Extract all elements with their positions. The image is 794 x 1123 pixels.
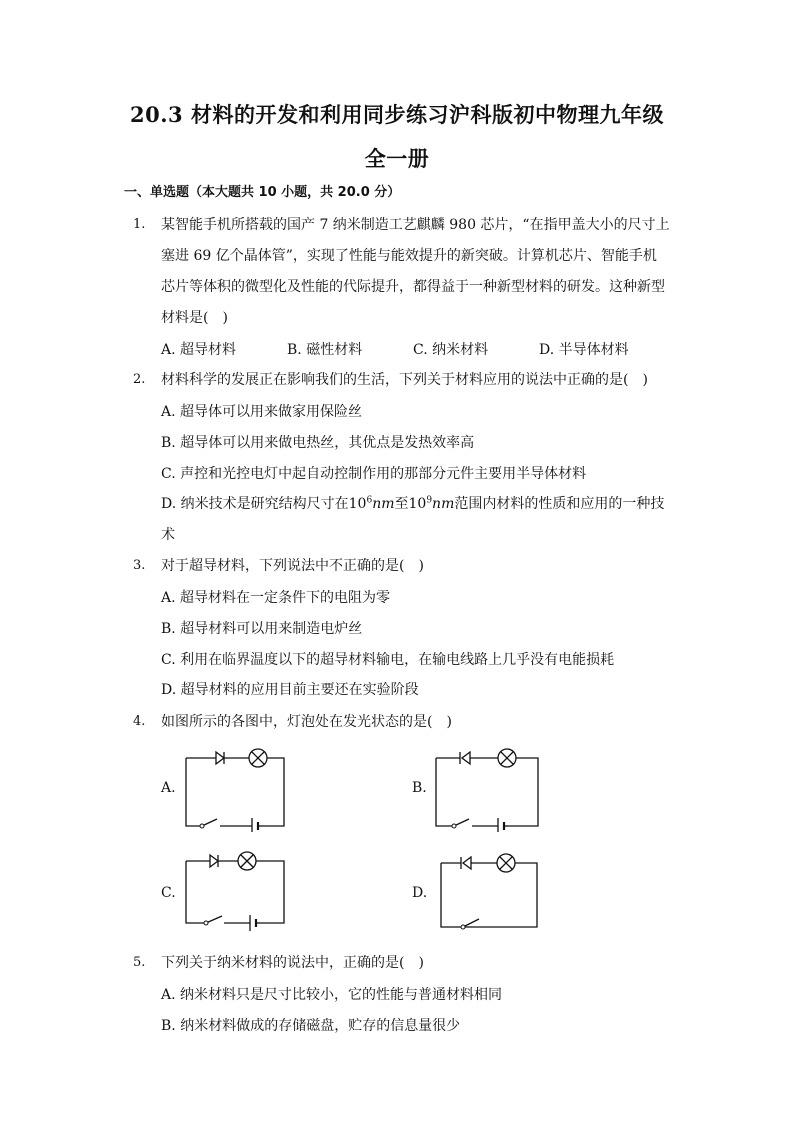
page-title-line1: 20.3 材料的开发和利用同步练习沪科版初中物理九年级 — [130, 102, 664, 127]
question-number: 3. — [133, 558, 146, 573]
exponent: 6 — [366, 495, 373, 506]
exponent: 9 — [426, 495, 433, 506]
section-heading: 一、单选题（本大题共 10 小题，共 20.0 分） — [124, 185, 401, 200]
question-text: 芯片等体积的微型化及性能的代际提升，都得益于一种新型材料的研发。这种新型 — [161, 279, 665, 295]
question-text: 材料科学的发展正在影响我们的生活，下列关于材料应用的说法中正确的是( ) — [161, 372, 648, 388]
option-c[interactable]: C. 利用在临界温度以下的超导材料输电，在输电线路上几乎没有电能损耗 — [161, 652, 615, 668]
question-text: 对于超导材料，下列说法中不正确的是( ) — [161, 558, 424, 574]
circuit-c-diagram[interactable] — [180, 845, 290, 935]
option-b[interactable]: B. 超导体可以用来做电热丝，其优点是发热效率高 — [161, 435, 475, 451]
option-d[interactable]: D. 超导材料的应用目前主要还在实验阶段 — [161, 682, 419, 698]
option-b[interactable]: B. 纳米材料做成的存储磁盘，贮存的信息量很少 — [161, 1018, 461, 1034]
unit-nm: nm — [372, 496, 395, 512]
question-number: 4. — [133, 714, 146, 729]
question-text: 如图所示的各图中，灯泡处在发光状态的是( ) — [161, 714, 452, 730]
option-a[interactable]: A. 超导材料 — [161, 342, 237, 358]
option-b[interactable]: B. 磁性材料 — [287, 342, 363, 358]
circuit-label-b[interactable]: B. — [412, 780, 427, 796]
circuit-label-d[interactable]: D. — [412, 885, 428, 901]
circuit-b-diagram[interactable] — [430, 742, 545, 832]
option-d-text: 至10 — [394, 496, 427, 512]
option-d[interactable] — [161, 493, 664, 513]
circuit-label-a[interactable]: A. — [161, 780, 176, 796]
option-b[interactable]: B. 超导材料可以用来制造电炉丝 — [161, 621, 363, 637]
option-a[interactable]: A. 超导体可以用来做家用保险丝 — [161, 404, 363, 420]
question-text: 某智能手机所搭载的国产 7 纳米制造工艺麒麟 980 芯片，“在指甲盖大小的尺寸上 — [161, 217, 670, 233]
option-c[interactable]: C. 纳米材料 — [413, 342, 489, 358]
question-number: 5. — [133, 955, 146, 970]
circuit-d-diagram[interactable] — [435, 847, 543, 935]
option-d-continuation: 术 — [161, 527, 175, 543]
option-d-text: 范围内材料的性质和应用的一种技 — [454, 496, 665, 512]
option-a[interactable]: A. 纳米材料只是尺寸比较小，它的性能与普通材料相同 — [161, 987, 503, 1003]
option-d[interactable]: D. 半导体材料 — [539, 342, 629, 358]
page-title-line2: 全一册 — [364, 146, 430, 171]
question-text: 材料是( ) — [161, 310, 228, 326]
circuit-a-diagram[interactable] — [180, 742, 290, 832]
circuit-label-c[interactable]: C. — [161, 885, 176, 901]
option-a[interactable]: A. 超导材料在一定条件下的电阻为零 — [161, 590, 391, 606]
option-d-text: D. 纳米技术是研究结构尺寸在10 — [161, 496, 367, 512]
option-c[interactable]: C. 声控和光控电灯中起自动控制作用的那部分元件主要用半导体材料 — [161, 466, 587, 482]
question-number: 2. — [133, 372, 146, 387]
question-text: 下列关于纳米材料的说法中，正确的是( ) — [161, 955, 424, 971]
unit-nm: nm — [432, 496, 455, 512]
question-text: 塞进 69 亿个晶体管”，实现了性能与能效提升的新突破。计算机芯片、智能手机 — [161, 248, 657, 264]
question-number: 1. — [133, 217, 146, 232]
